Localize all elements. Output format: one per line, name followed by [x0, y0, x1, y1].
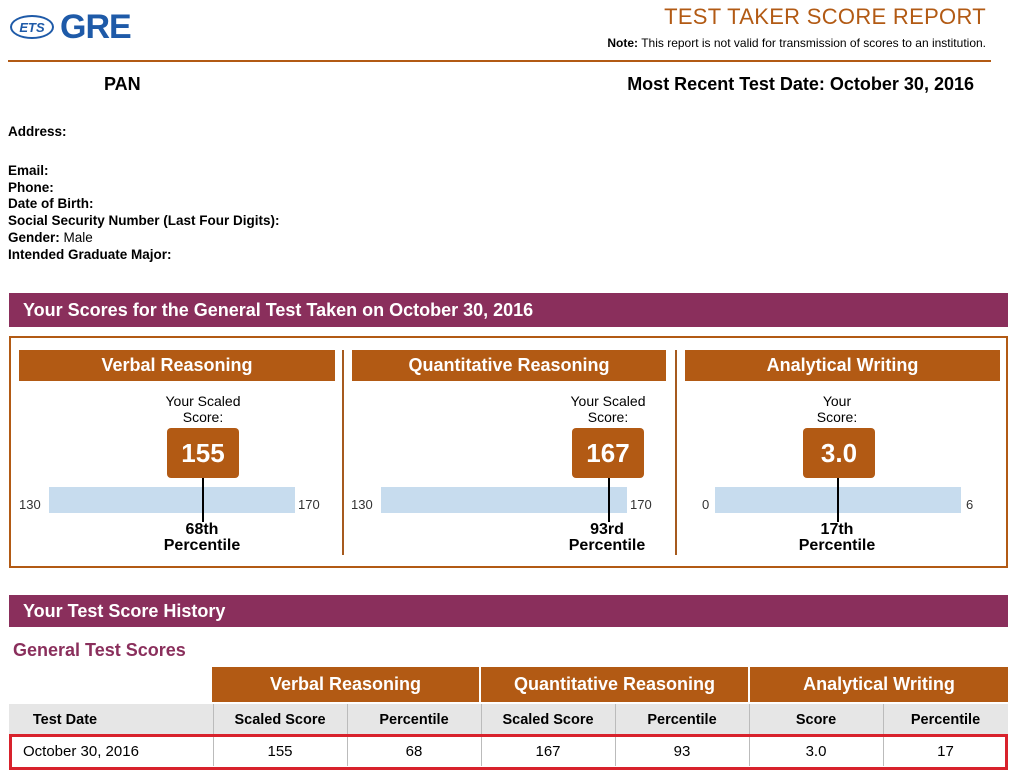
major-line: Intended Graduate Major: — [8, 247, 172, 262]
verbal-score-label: Your Scaled Score: — [165, 393, 241, 425]
col-quant-scaled: Scaled Score — [502, 712, 594, 728]
table-cell-verbal-scaled: 155 — [267, 742, 293, 760]
writing-max: 6 — [966, 497, 974, 512]
email-line: Email: — [8, 163, 49, 178]
report-title: TEST TAKER SCORE REPORT — [664, 4, 986, 29]
note-text: This report is not valid for transmission of scores to an institution. — [641, 36, 986, 50]
writing-header: Analytical Writing — [685, 350, 1000, 381]
col-quant-percentile: Percentile — [647, 712, 717, 728]
verbal-percentile: 68th Percentile — [163, 521, 241, 554]
quant-min: 130 — [351, 497, 373, 512]
quant-score-label: Your Scaled Score: — [570, 393, 646, 425]
scores-banner: Your Scores for the General Test Taken on October 30, 2016 — [9, 293, 1008, 327]
dob-line: Date of Birth: — [8, 196, 94, 211]
quant-score-box: 167 — [572, 428, 644, 478]
ets-logo-icon: ETS — [10, 15, 54, 39]
recent-test-value: October 30, 2016 — [829, 74, 974, 94]
verbal-min: 130 — [19, 497, 41, 512]
history-group-verbal: Verbal Reasoning — [212, 667, 479, 702]
quant-header: Quantitative Reasoning — [352, 350, 666, 381]
note-label: Note: — [607, 36, 639, 50]
table-cell-writing-percentile: 17 — [937, 742, 954, 760]
header-divider — [8, 60, 991, 62]
history-subtitle: General Test Scores — [13, 640, 186, 660]
table-cell-writing-score: 3.0 — [805, 742, 827, 760]
col-verbal-scaled: Scaled Score — [234, 712, 326, 728]
recent-test-date — [627, 74, 974, 95]
history-group-quant: Quantitative Reasoning — [481, 667, 748, 702]
gender-line: Gender: Male — [8, 230, 93, 245]
history-banner: Your Test Score History — [9, 595, 1008, 627]
table-cell-quant-percentile: 93 — [673, 742, 691, 760]
panel-separator — [342, 350, 344, 555]
ssn-line: Social Security Number (Last Four Digits): — [8, 213, 280, 228]
writing-score-pointer — [837, 478, 839, 522]
phone-line: Phone: — [8, 180, 54, 195]
verbal-score-pointer — [202, 478, 204, 522]
verbal-max: 170 — [298, 497, 320, 512]
writing-score-box: 3.0 — [803, 428, 875, 478]
quant-max: 170 — [630, 497, 652, 512]
address-line: Address: — [8, 124, 67, 139]
gre-wordmark: GRE — [60, 7, 131, 46]
history-group-writing: Analytical Writing — [750, 667, 1008, 702]
quant-percentile: 93rd Percentile — [568, 521, 646, 554]
table-cell-quant-scaled: 167 — [535, 742, 561, 760]
quant-score-pointer — [608, 478, 610, 522]
col-verbal-percentile: Percentile — [379, 712, 449, 728]
verbal-header: Verbal Reasoning — [19, 350, 335, 381]
table-row-highlight — [9, 734, 1008, 770]
writing-percentile: 17th Percentile — [798, 521, 876, 554]
writing-min: 0 — [702, 497, 710, 512]
quant-range-bar — [381, 487, 627, 513]
verbal-range-bar — [49, 487, 295, 513]
col-writing-score: Score — [795, 712, 837, 728]
table-cell-verbal-percentile: 68 — [405, 742, 423, 760]
gender-value: Male — [63, 230, 93, 245]
col-test-date: Test Date — [32, 712, 98, 728]
gre-logo — [10, 7, 131, 46]
col-writing-percentile: Percentile — [910, 712, 981, 728]
writing-score-label: Your Score: — [816, 393, 858, 425]
report-note — [607, 36, 986, 50]
verbal-score-box: 155 — [167, 428, 239, 478]
recent-test-label: Most Recent Test Date: — [627, 74, 825, 94]
panel-separator — [675, 350, 677, 555]
candidate-name: PAN — [104, 74, 141, 94]
table-cell-date: October 30, 2016 — [23, 742, 139, 760]
